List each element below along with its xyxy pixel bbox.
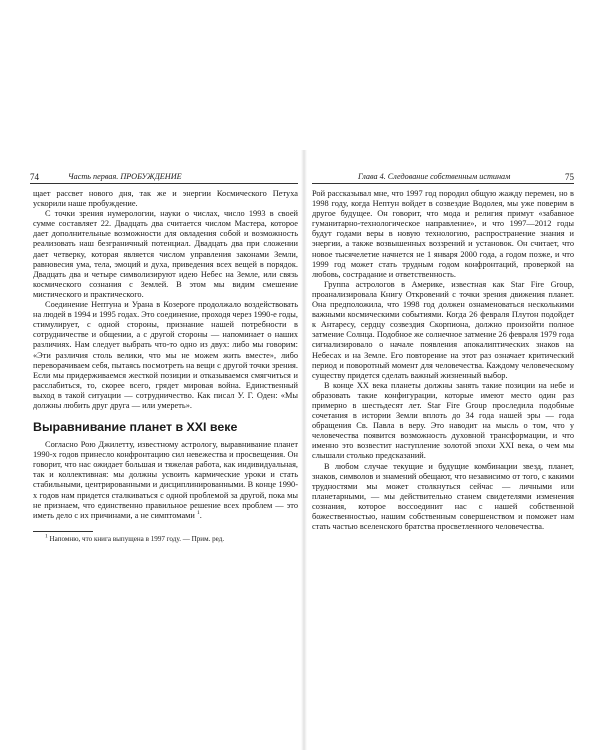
- footnote-marker: 1: [197, 509, 200, 516]
- running-head: [312, 172, 574, 184]
- right-page: [312, 0, 574, 750]
- section-heading: Выравнивание планет в XXI веке: [33, 420, 238, 435]
- left-page: [30, 0, 298, 750]
- page-number: 75: [565, 172, 574, 182]
- footnote-number: 1: [45, 533, 48, 540]
- running-head: [30, 172, 298, 184]
- footnote: [33, 535, 298, 544]
- paragraph: Рой рассказывал мне, что 1997 год породил общую жажду перемен, но в 1998 году, когда Нептун войдет в созвездие Водолея, мы уже поверим в другое будущее. Он говорит, что мода и религия примут «забавное гуманитарно-технологическое направление», и что 1997—2012 годы будут годами веры в новую технологию, распространение знания и энергии, а также возвышенных воззрений и установок. Он считает, что новое тысячелетие начнется не 1 января 2000 года, а годом позже, и что 1999 год может стать трудным годом конфронтаций, проверкой на любовь, сострадание и ответственность.: [312, 189, 574, 279]
- running-head-title: Глава 4. Следование собственным истинам: [358, 172, 511, 181]
- page-number: 74: [30, 172, 39, 182]
- footnote-text: Напомню, что книга выпущена в 1997 году. — Прим. ред.: [49, 534, 225, 543]
- paragraph: щает рассвет нового дня, так же и энергии Космического Петуха ускорили наше пробуждение.: [33, 189, 298, 209]
- book-gutter: [301, 150, 307, 750]
- footnote-divider: [33, 531, 93, 532]
- paragraph: В любом случае текущие и будущие комбинации звезд, планет, знаков, символов и знамений обещают, что независимо от того, с какими трудностями мы может столкнуться сейчас — личными или планетарными, — мы действительно станем свидетелями изменения сознания, которое воссоединит нас с нашей собственной божественностью, нашим собственным совершенством и поможет нам стать частью вселенского братства просветленного человечества.: [312, 461, 574, 532]
- paragraph-text: Согласно Рою Джилетту, известному астрологу, выравнивание планет 1990-х годов принесло конфронтацию сил невежества и просвещения. Он говорит, что нас ожидает большая и тяжелая работа, как индивидуальная, так и коллективная: мы должны усвоить кармические уроки и стать стабильными, центрированными и дисциплинированными. В конце 1990-х годов нам придется сталкиваться с одной проблемой за другой, пока мы не признаем, что единственно правильное решение всех проблем — это иметь дело с их причинами, а не симптомами: [33, 440, 298, 520]
- paragraph: Согласно Рою Джилетту, известному астрологу, выравнивание планет 1990-х годов принесло конфронтацию сил невежества и просвещения. Он говорит, что нас ожидает большая и тяжелая работа, как индивидуальная, так и коллективная: мы должны усвоить кармические уроки и стать стабильными, центрированными и дисциплинированными. В конце 1990-х годов нам придется сталкиваться с одной проблемой за другой, пока мы не признаем, что единственно правильное решение всех проблем — это иметь дело с их причинами, а не симптомами $^1$.: [33, 440, 298, 520]
- page-body: [312, 189, 574, 532]
- paragraph: Группа астрологов в Америке, известная как Star Fire Group, проанализировала Книгу Откровений с точки зрения движения планет. Она предположила, что 1998 год должен ознаменоваться несколькими важными космическими событиями. Когда 26 февраля Плутон подойдет к Антаресу, сердцу созвездия Скорпиона, должно произойти полное затмение Солнца. Подобное же солнечное затмение 26 февраля 1979 года сигнализировало о начале появления апокалиптических знаков на Небесах и на Земле. Его повторение на этот раз означает критический период и поворотный момент для человечества. Каждому человеческому существу придется сделать важный жизненный выбор.: [312, 279, 574, 380]
- paragraph: С точки зрения нумерологии, науки о числах, число 1993 в своей сумме составляет 22. Двадцать два считается числом Мастера, которое дает дополнительные возможности для овладения собой и возможность реализовать наш безграничный потенциал. Двадцать два при сложении дает четверку, которая является числом управления законами Земли, равновесия ума, тела, эмоций и духа, приведения всех вещей в порядок. Двадцать два и четыре символизируют идею Небес на Земле, или связь космического сознания с Землей. В этом мы видим смешение мистического и практического.: [33, 209, 298, 299]
- paragraph: В конце XX века планеты должны занять такие позиции на небе и образовать такие конфигурации, которые имеют место один раз примерно в шестьдесят лет. Star Fire Group проследила подобные сочетания в истории Земли вплоть до 34 года нашей эры — года обращения Св. Павла в веру. Это наводит на мысль о том, что у человечества появится возможность духовной трансформации, и что именно это возвестит наступление золотой эпохи XXI века, о чем мы слышали столько предсказаний.: [312, 380, 574, 461]
- page-body: [33, 189, 298, 544]
- running-head-title: Часть первая. ПРОБУЖДЕНИЕ: [68, 172, 182, 181]
- paragraph: Соединение Нептуна и Урана в Козероге продолжало воздействовать на людей в 1994 и 1995 годах. Это соединение, проходя через 1990-е годы, стимулирует, с одной стороны, признание нашей потребности в сотрудничестве и общении, а с другой стороны — напоминает о наших различиях. Нам следует выбрать что-то одно из двух: либо мы говорим: «Эти различия столь велики, что мы не можем жить вместе», либо переворачиваем себя, пытаясь посмотреть на вещи с другой точки зрения. Если мы придерживаемся жесткой позиции и отказываемся смягчиться и расслабиться, то, скорее всего, грядет мировая война. Единственный выход в такой ситуации — сотрудничество. Как писал У. Г. Оден: «Мы должны любить друг друга — или умереть».: [33, 300, 298, 410]
